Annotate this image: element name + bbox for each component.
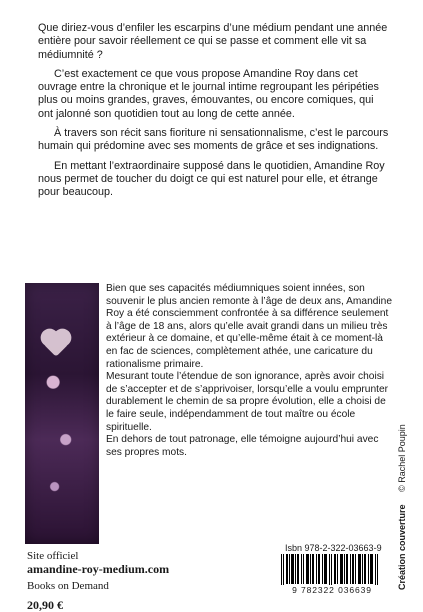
price: 20,90 € [27,598,63,612]
heart-bubble-icon [43,331,68,356]
credit-author: © Rachel Poupin [397,424,407,492]
publisher-name: Books on Demand [27,580,109,592]
back-cover-blurb [38,22,390,206]
cover-credit [397,424,407,590]
barcode-number: 9 782322 036639 [280,585,384,595]
site-label: Site officiel [27,550,79,562]
blurb-paragraph: À travers son récit sans fioriture ni sensationnalisme, c’est le parcours humain qui prédomine avec ses moments de grâce et ses indignations. [38,127,389,153]
blurb-paragraph: C’est exactement ce que vous propose Amandine Roy dans cet ouvrage entre la chronique et le journal intime regroupant les péripéties plus ou moins grandes, graves, émouvantes, ou encore comiques, qui ont jalonné son quotidien tout au long de cette année. [38,67,379,120]
author-bio [106,283,396,459]
isbn-label: Isbn 978-2-322-03663-9 [285,543,382,553]
blurb-paragraph: En mettant l’extraordinaire supposé dans le quotidien, Amandine Roy nous permet de toucher du doigt ce qui est naturel pour elle, et étrange pour beaucoup. [38,159,385,199]
bio-paragraph: Bien que ses capacités médiumniques soient innées, son souvenir le plus ancien remonte à l’âge de deux ans, Amandine Roy a été consciemment confrontée à sa différence seulement à l’âge de 18 ans, alors qu’elle avait grandi dans un milieu très extérieur à ce domaine, et qu’elle-même était à ce moment-là en fac de sciences, complètement athée, une caricature du rationalisme primaire. [106,283,393,370]
author-photo [25,283,99,544]
blurb-paragraph: Que diriez-vous d’enfiler les escarpins d’une médium pendant une année entière pour savoir réellement ce qui se passe et comment elle vit sa médiumnité ? [38,22,388,61]
credit-label: Création couverture [397,504,407,590]
publisher-info [27,550,169,612]
bio-paragraph: En dehors de tout patronage, elle témoigne aujourd’hui avec ses propres mots. [106,434,379,458]
site-url[interactable]: amandine-roy-medium.com [27,562,170,576]
bio-paragraph: Mesurant toute l’étendue de son ignorance, après avoir choisi de s’accepter et de s’apprivoiser, lorsqu’elle a voulu emprunter durablement le chemin de sa propre évolution, elle a choisi de le faire seule, indépendamment de tout maître ou école spirituelle. [106,371,389,433]
